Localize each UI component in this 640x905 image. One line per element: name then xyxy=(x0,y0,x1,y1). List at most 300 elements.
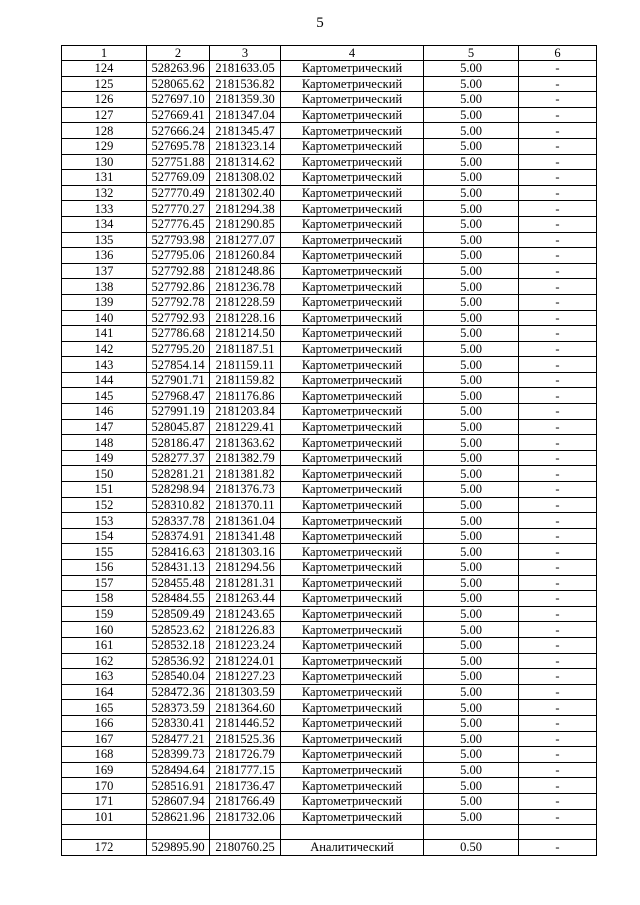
point-number-cell: 150 xyxy=(62,466,147,482)
table-row xyxy=(62,606,597,622)
y-coordinate-cell: 2181766.49 xyxy=(210,793,281,809)
table-row xyxy=(62,669,597,685)
y-coordinate-cell: 2181281.31 xyxy=(210,575,281,591)
accuracy-cell: 5.00 xyxy=(424,575,519,591)
y-coordinate-cell: 2181446.52 xyxy=(210,715,281,731)
table-row xyxy=(62,170,597,186)
accuracy-cell: 5.00 xyxy=(424,279,519,295)
method-cell: Картометрический xyxy=(281,404,424,420)
point-number-cell: 163 xyxy=(62,669,147,685)
note-cell: - xyxy=(519,248,597,264)
accuracy-cell: 5.00 xyxy=(424,544,519,560)
y-coordinate-cell: 2181243.65 xyxy=(210,606,281,622)
x-coordinate-cell: 527792.78 xyxy=(147,294,210,310)
method-cell: Картометрический xyxy=(281,560,424,576)
point-number-cell: 140 xyxy=(62,310,147,326)
x-coordinate-cell: 528281.21 xyxy=(147,466,210,482)
note-cell: - xyxy=(519,232,597,248)
table-row xyxy=(62,372,597,388)
column-header-3: 3 xyxy=(210,46,281,61)
x-coordinate-cell: 528532.18 xyxy=(147,637,210,653)
page-number: 5 xyxy=(316,15,324,31)
x-coordinate-cell: 528523.62 xyxy=(147,622,210,638)
note-cell: - xyxy=(519,388,597,404)
y-coordinate-cell: 2181303.16 xyxy=(210,544,281,560)
accuracy-cell: 5.00 xyxy=(424,326,519,342)
method-cell: Картометрический xyxy=(281,762,424,778)
y-coordinate-cell: 2181370.11 xyxy=(210,497,281,513)
x-coordinate-cell: 528337.78 xyxy=(147,513,210,529)
x-coordinate-cell: 528416.63 xyxy=(147,544,210,560)
y-coordinate-cell: 2181364.60 xyxy=(210,700,281,716)
y-coordinate-cell: 2181294.56 xyxy=(210,560,281,576)
y-coordinate-cell: 2180760.25 xyxy=(210,840,281,856)
table-row xyxy=(62,809,597,825)
x-coordinate-cell: 527770.49 xyxy=(147,185,210,201)
x-coordinate-cell: 527991.19 xyxy=(147,404,210,420)
table-row xyxy=(62,76,597,92)
method-cell: Картометрический xyxy=(281,450,424,466)
method-cell: Картометрический xyxy=(281,497,424,513)
x-coordinate-cell: 528399.73 xyxy=(147,747,210,763)
method-cell: Картометрический xyxy=(281,76,424,92)
note-cell: - xyxy=(519,107,597,123)
method-cell: Картометрический xyxy=(281,185,424,201)
method-cell: Картометрический xyxy=(281,591,424,607)
y-coordinate-cell: 2181176.86 xyxy=(210,388,281,404)
y-coordinate-cell: 2181227.23 xyxy=(210,669,281,685)
blank-cell xyxy=(519,825,597,840)
x-coordinate-cell: 528540.04 xyxy=(147,669,210,685)
method-cell: Картометрический xyxy=(281,544,424,560)
note-cell: - xyxy=(519,482,597,498)
method-cell: Картометрический xyxy=(281,201,424,217)
method-cell: Картометрический xyxy=(281,248,424,264)
table-row xyxy=(62,310,597,326)
accuracy-cell: 5.00 xyxy=(424,76,519,92)
accuracy-cell: 5.00 xyxy=(424,778,519,794)
coordinates-table xyxy=(61,45,597,856)
point-number-cell: 101 xyxy=(62,809,147,825)
point-number-cell: 131 xyxy=(62,170,147,186)
method-cell: Картометрический xyxy=(281,107,424,123)
table-row xyxy=(62,653,597,669)
accuracy-cell: 5.00 xyxy=(424,793,519,809)
accuracy-cell: 5.00 xyxy=(424,216,519,232)
y-coordinate-cell: 2181347.04 xyxy=(210,107,281,123)
note-cell: - xyxy=(519,154,597,170)
y-coordinate-cell: 2181263.44 xyxy=(210,591,281,607)
method-cell: Картометрический xyxy=(281,715,424,731)
y-coordinate-cell: 2181159.82 xyxy=(210,372,281,388)
y-coordinate-cell: 2181777.15 xyxy=(210,762,281,778)
point-number-cell: 165 xyxy=(62,700,147,716)
point-number-cell: 142 xyxy=(62,341,147,357)
point-number-cell: 162 xyxy=(62,653,147,669)
method-cell: Картометрический xyxy=(281,731,424,747)
accuracy-cell: 5.00 xyxy=(424,419,519,435)
table-row xyxy=(62,232,597,248)
point-number-cell: 124 xyxy=(62,61,147,77)
table-row xyxy=(62,466,597,482)
x-coordinate-cell: 528045.87 xyxy=(147,419,210,435)
table-body xyxy=(62,61,597,856)
accuracy-cell: 5.00 xyxy=(424,310,519,326)
note-cell: - xyxy=(519,731,597,747)
note-cell: - xyxy=(519,793,597,809)
note-cell: - xyxy=(519,715,597,731)
table-row xyxy=(62,216,597,232)
blank-cell xyxy=(424,825,519,840)
note-cell: - xyxy=(519,123,597,139)
x-coordinate-cell: 528516.91 xyxy=(147,778,210,794)
method-cell: Картометрический xyxy=(281,528,424,544)
point-number-cell: 167 xyxy=(62,731,147,747)
point-number-cell: 138 xyxy=(62,279,147,295)
method-cell: Картометрический xyxy=(281,513,424,529)
y-coordinate-cell: 2181308.02 xyxy=(210,170,281,186)
method-cell: Картометрический xyxy=(281,700,424,716)
note-cell: - xyxy=(519,622,597,638)
accuracy-cell: 5.00 xyxy=(424,762,519,778)
y-coordinate-cell: 2181361.04 xyxy=(210,513,281,529)
point-number-cell: 170 xyxy=(62,778,147,794)
method-cell: Картометрический xyxy=(281,263,424,279)
note-cell: - xyxy=(519,762,597,778)
note-cell: - xyxy=(519,170,597,186)
column-header-6: 6 xyxy=(519,46,597,61)
table-row xyxy=(62,544,597,560)
point-number-cell: 169 xyxy=(62,762,147,778)
table-row xyxy=(62,404,597,420)
accuracy-cell: 5.00 xyxy=(424,185,519,201)
accuracy-cell: 5.00 xyxy=(424,715,519,731)
accuracy-cell: 5.00 xyxy=(424,341,519,357)
table-row xyxy=(62,61,597,77)
x-coordinate-cell: 527901.71 xyxy=(147,372,210,388)
y-coordinate-cell: 2181223.24 xyxy=(210,637,281,653)
method-cell: Картометрический xyxy=(281,388,424,404)
y-coordinate-cell: 2181341.48 xyxy=(210,528,281,544)
x-coordinate-cell: 528263.96 xyxy=(147,61,210,77)
column-header-4: 4 xyxy=(281,46,424,61)
note-cell: - xyxy=(519,778,597,794)
method-cell: Картометрический xyxy=(281,279,424,295)
y-coordinate-cell: 2181536.82 xyxy=(210,76,281,92)
x-coordinate-cell: 527792.88 xyxy=(147,263,210,279)
accuracy-cell: 5.00 xyxy=(424,404,519,420)
note-cell: - xyxy=(519,419,597,435)
accuracy-cell: 5.00 xyxy=(424,637,519,653)
x-coordinate-cell: 528484.55 xyxy=(147,591,210,607)
y-coordinate-cell: 2181302.40 xyxy=(210,185,281,201)
y-coordinate-cell: 2181314.62 xyxy=(210,154,281,170)
note-cell: - xyxy=(519,684,597,700)
method-cell: Картометрический xyxy=(281,170,424,186)
method-cell: Картометрический xyxy=(281,326,424,342)
accuracy-cell: 5.00 xyxy=(424,684,519,700)
accuracy-cell: 5.00 xyxy=(424,809,519,825)
point-number-cell: 145 xyxy=(62,388,147,404)
point-number-cell: 154 xyxy=(62,528,147,544)
note-cell: - xyxy=(519,637,597,653)
point-number-cell: 171 xyxy=(62,793,147,809)
table-row xyxy=(62,419,597,435)
y-coordinate-cell: 2181726.79 xyxy=(210,747,281,763)
point-number-cell: 134 xyxy=(62,216,147,232)
accuracy-cell: 5.00 xyxy=(424,357,519,373)
point-number-cell: 160 xyxy=(62,622,147,638)
method-cell: Картометрический xyxy=(281,575,424,591)
accuracy-cell: 5.00 xyxy=(424,61,519,77)
table-row xyxy=(62,762,597,778)
point-number-cell: 159 xyxy=(62,606,147,622)
method-cell: Картометрический xyxy=(281,684,424,700)
method-cell: Картометрический xyxy=(281,138,424,154)
accuracy-cell: 5.00 xyxy=(424,653,519,669)
y-coordinate-cell: 2181248.86 xyxy=(210,263,281,279)
table-row xyxy=(62,138,597,154)
accuracy-cell: 5.00 xyxy=(424,263,519,279)
method-cell: Картометрический xyxy=(281,466,424,482)
note-cell: - xyxy=(519,92,597,108)
table-row xyxy=(62,388,597,404)
accuracy-cell: 5.00 xyxy=(424,248,519,264)
y-coordinate-cell: 2181345.47 xyxy=(210,123,281,139)
table-row xyxy=(62,482,597,498)
method-cell: Картометрический xyxy=(281,653,424,669)
point-number-cell: 136 xyxy=(62,248,147,264)
column-header-2: 2 xyxy=(147,46,210,61)
note-cell: - xyxy=(519,341,597,357)
point-number-cell: 147 xyxy=(62,419,147,435)
y-coordinate-cell: 2181236.78 xyxy=(210,279,281,295)
method-cell: Картометрический xyxy=(281,793,424,809)
x-coordinate-cell: 527795.20 xyxy=(147,341,210,357)
table-header-row xyxy=(62,46,597,61)
table-row xyxy=(62,279,597,295)
point-number-cell: 127 xyxy=(62,107,147,123)
table-row xyxy=(62,341,597,357)
y-coordinate-cell: 2181224.01 xyxy=(210,653,281,669)
x-coordinate-cell: 528536.92 xyxy=(147,653,210,669)
x-coordinate-cell: 527669.41 xyxy=(147,107,210,123)
note-cell: - xyxy=(519,138,597,154)
table-row xyxy=(62,201,597,217)
method-cell: Картометрический xyxy=(281,357,424,373)
accuracy-cell: 5.00 xyxy=(424,123,519,139)
y-coordinate-cell: 2181525.36 xyxy=(210,731,281,747)
y-coordinate-cell: 2181260.84 xyxy=(210,248,281,264)
point-number-cell: 152 xyxy=(62,497,147,513)
point-number-cell: 166 xyxy=(62,715,147,731)
y-coordinate-cell: 2181303.59 xyxy=(210,684,281,700)
accuracy-cell: 5.00 xyxy=(424,92,519,108)
point-number-cell: 156 xyxy=(62,560,147,576)
note-cell: - xyxy=(519,263,597,279)
y-coordinate-cell: 2181376.73 xyxy=(210,482,281,498)
note-cell: - xyxy=(519,216,597,232)
method-cell: Картометрический xyxy=(281,637,424,653)
method-cell: Картометрический xyxy=(281,809,424,825)
x-coordinate-cell: 528298.94 xyxy=(147,482,210,498)
accuracy-cell: 5.00 xyxy=(424,591,519,607)
table-row xyxy=(62,560,597,576)
note-cell: - xyxy=(519,560,597,576)
table-row xyxy=(62,684,597,700)
accuracy-cell: 5.00 xyxy=(424,731,519,747)
accuracy-cell: 5.00 xyxy=(424,138,519,154)
accuracy-cell: 5.00 xyxy=(424,560,519,576)
point-number-cell: 146 xyxy=(62,404,147,420)
method-cell: Аналитический xyxy=(281,840,424,856)
note-cell: - xyxy=(519,201,597,217)
accuracy-cell: 5.00 xyxy=(424,232,519,248)
table-row xyxy=(62,92,597,108)
table-row xyxy=(62,840,597,856)
method-cell: Картометрический xyxy=(281,61,424,77)
note-cell: - xyxy=(519,606,597,622)
point-number-cell: 130 xyxy=(62,154,147,170)
note-cell: - xyxy=(519,575,597,591)
note-cell: - xyxy=(519,357,597,373)
note-cell: - xyxy=(519,809,597,825)
table-row xyxy=(62,497,597,513)
x-coordinate-cell: 528607.94 xyxy=(147,793,210,809)
table-row xyxy=(62,591,597,607)
accuracy-cell: 5.00 xyxy=(424,528,519,544)
table-row xyxy=(62,622,597,638)
accuracy-cell: 5.00 xyxy=(424,435,519,451)
y-coordinate-cell: 2181732.06 xyxy=(210,809,281,825)
x-coordinate-cell: 527695.78 xyxy=(147,138,210,154)
method-cell: Картометрический xyxy=(281,154,424,170)
y-coordinate-cell: 2181214.50 xyxy=(210,326,281,342)
point-number-cell: 149 xyxy=(62,450,147,466)
x-coordinate-cell: 528621.96 xyxy=(147,809,210,825)
point-number-cell: 141 xyxy=(62,326,147,342)
table-row xyxy=(62,731,597,747)
accuracy-cell: 5.00 xyxy=(424,747,519,763)
x-coordinate-cell: 527786.68 xyxy=(147,326,210,342)
table-row xyxy=(62,154,597,170)
point-number-cell: 161 xyxy=(62,637,147,653)
y-coordinate-cell: 2181187.51 xyxy=(210,341,281,357)
table-row xyxy=(62,107,597,123)
point-number-cell: 137 xyxy=(62,263,147,279)
point-number-cell: 135 xyxy=(62,232,147,248)
table-row xyxy=(62,793,597,809)
note-cell: - xyxy=(519,279,597,295)
accuracy-cell: 5.00 xyxy=(424,388,519,404)
accuracy-cell: 5.00 xyxy=(424,201,519,217)
column-header-1: 1 xyxy=(62,46,147,61)
table-row xyxy=(62,513,597,529)
x-coordinate-cell: 527770.27 xyxy=(147,201,210,217)
y-coordinate-cell: 2181382.79 xyxy=(210,450,281,466)
y-coordinate-cell: 2181294.38 xyxy=(210,201,281,217)
x-coordinate-cell: 528065.62 xyxy=(147,76,210,92)
accuracy-cell: 5.00 xyxy=(424,669,519,685)
y-coordinate-cell: 2181228.16 xyxy=(210,310,281,326)
note-cell: - xyxy=(519,185,597,201)
x-coordinate-cell: 528277.37 xyxy=(147,450,210,466)
x-coordinate-cell: 528431.13 xyxy=(147,560,210,576)
table-row xyxy=(62,575,597,591)
method-cell: Картометрический xyxy=(281,341,424,357)
note-cell: - xyxy=(519,404,597,420)
note-cell: - xyxy=(519,669,597,685)
point-number-cell: 157 xyxy=(62,575,147,591)
x-coordinate-cell: 527795.06 xyxy=(147,248,210,264)
accuracy-cell: 5.00 xyxy=(424,372,519,388)
point-number-cell: 132 xyxy=(62,185,147,201)
table-row xyxy=(62,450,597,466)
method-cell: Картометрический xyxy=(281,232,424,248)
y-coordinate-cell: 2181228.59 xyxy=(210,294,281,310)
table-row xyxy=(62,700,597,716)
method-cell: Картометрический xyxy=(281,747,424,763)
x-coordinate-cell: 528472.36 xyxy=(147,684,210,700)
method-cell: Картометрический xyxy=(281,669,424,685)
x-coordinate-cell: 528373.59 xyxy=(147,700,210,716)
x-coordinate-cell: 527751.88 xyxy=(147,154,210,170)
x-coordinate-cell: 529895.90 xyxy=(147,840,210,856)
note-cell: - xyxy=(519,294,597,310)
point-number-cell: 133 xyxy=(62,201,147,217)
point-number-cell: 172 xyxy=(62,840,147,856)
method-cell: Картометрический xyxy=(281,310,424,326)
column-header-5: 5 xyxy=(424,46,519,61)
method-cell: Картометрический xyxy=(281,123,424,139)
table-row xyxy=(62,747,597,763)
method-cell: Картометрический xyxy=(281,294,424,310)
blank-row xyxy=(62,825,597,840)
accuracy-cell: 5.00 xyxy=(424,450,519,466)
blank-cell xyxy=(147,825,210,840)
y-coordinate-cell: 2181736.47 xyxy=(210,778,281,794)
y-coordinate-cell: 2181381.82 xyxy=(210,466,281,482)
accuracy-cell: 5.00 xyxy=(424,482,519,498)
x-coordinate-cell: 527968.47 xyxy=(147,388,210,404)
note-cell: - xyxy=(519,326,597,342)
point-number-cell: 155 xyxy=(62,544,147,560)
x-coordinate-cell: 528330.41 xyxy=(147,715,210,731)
y-coordinate-cell: 2181277.07 xyxy=(210,232,281,248)
point-number-cell: 148 xyxy=(62,435,147,451)
accuracy-cell: 5.00 xyxy=(424,622,519,638)
accuracy-cell: 5.00 xyxy=(424,497,519,513)
x-coordinate-cell: 528455.48 xyxy=(147,575,210,591)
x-coordinate-cell: 528477.21 xyxy=(147,731,210,747)
method-cell: Картометрический xyxy=(281,216,424,232)
x-coordinate-cell: 528186.47 xyxy=(147,435,210,451)
note-cell: - xyxy=(519,653,597,669)
note-cell: - xyxy=(519,466,597,482)
accuracy-cell: 0.50 xyxy=(424,840,519,856)
y-coordinate-cell: 2181226.83 xyxy=(210,622,281,638)
blank-cell xyxy=(210,825,281,840)
table-row xyxy=(62,715,597,731)
point-number-cell: 151 xyxy=(62,482,147,498)
blank-cell xyxy=(62,825,147,840)
y-coordinate-cell: 2181359.30 xyxy=(210,92,281,108)
accuracy-cell: 5.00 xyxy=(424,154,519,170)
y-coordinate-cell: 2181633.05 xyxy=(210,61,281,77)
x-coordinate-cell: 527792.86 xyxy=(147,279,210,295)
blank-cell xyxy=(281,825,424,840)
x-coordinate-cell: 527793.98 xyxy=(147,232,210,248)
